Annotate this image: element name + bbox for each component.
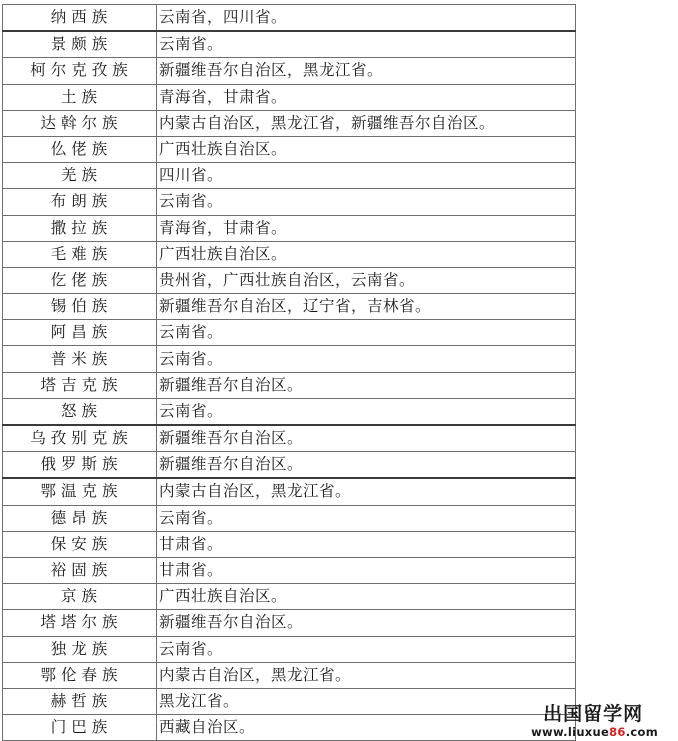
ethnic-group-name: 阿昌族 — [3, 320, 157, 346]
table-row — [3, 84, 576, 110]
distribution-region: 新疆维吾尔自治区。 — [157, 372, 576, 398]
ethnic-group-name: 德昂族 — [3, 505, 157, 531]
ethnic-group-name: 土族 — [3, 84, 157, 110]
distribution-region: 黑龙江省。 — [157, 688, 576, 714]
ethnic-group-name: 赫哲族 — [3, 688, 157, 714]
table-row — [3, 688, 576, 714]
table-row — [3, 715, 576, 741]
table-row — [3, 110, 576, 136]
watermark-url-prefix: www.liuxue — [531, 725, 610, 739]
table-row — [3, 531, 576, 557]
table-row — [3, 452, 576, 479]
distribution-region: 广西壮族自治区。 — [157, 584, 576, 610]
table-row — [3, 215, 576, 241]
distribution-region: 青海省，甘肃省。 — [157, 84, 576, 110]
ethnic-group-name: 柯尔克孜族 — [3, 58, 157, 84]
table-row — [3, 294, 576, 320]
distribution-region: 新疆维吾尔自治区。 — [157, 610, 576, 636]
ethnic-group-name: 普米族 — [3, 346, 157, 372]
ethnic-group-name: 撒拉族 — [3, 215, 157, 241]
distribution-region: 云南省。 — [157, 346, 576, 372]
table-row — [3, 505, 576, 531]
table-row — [3, 398, 576, 425]
table-row — [3, 372, 576, 398]
table-row — [3, 584, 576, 610]
table-row — [3, 478, 576, 505]
distribution-region: 贵州省，广西壮族自治区，云南省。 — [157, 267, 576, 293]
distribution-region: 新疆维吾尔自治区，辽宁省，吉林省。 — [157, 294, 576, 320]
ethnic-group-name: 独龙族 — [3, 636, 157, 662]
table-row — [3, 189, 576, 215]
ethnic-group-name: 门巴族 — [3, 715, 157, 741]
table-row — [3, 346, 576, 372]
distribution-region: 四川省。 — [157, 163, 576, 189]
table-row — [3, 557, 576, 583]
table-row — [3, 662, 576, 688]
distribution-region: 甘肃省。 — [157, 557, 576, 583]
distribution-region: 云南省。 — [157, 320, 576, 346]
ethnic-group-name: 仡佬族 — [3, 267, 157, 293]
ethnic-group-name: 塔塔尔族 — [3, 610, 157, 636]
distribution-region: 云南省。 — [157, 636, 576, 662]
distribution-region: 广西壮族自治区。 — [157, 136, 576, 162]
ethnic-regions-table — [2, 4, 576, 741]
distribution-region: 新疆维吾尔自治区。 — [157, 452, 576, 479]
table-row — [3, 267, 576, 293]
distribution-region: 广西壮族自治区。 — [157, 241, 576, 267]
distribution-region: 内蒙古自治区，黑龙江省。 — [157, 662, 576, 688]
watermark-title: 出国留学网 — [543, 703, 644, 725]
ethnic-group-name: 仫佬族 — [3, 136, 157, 162]
ethnic-group-name: 鄂温克族 — [3, 478, 157, 505]
distribution-region: 甘肃省。 — [157, 531, 576, 557]
table-row — [3, 5, 576, 32]
table-row — [3, 320, 576, 346]
ethnic-group-name: 景颇族 — [3, 31, 157, 58]
table-row — [3, 425, 576, 452]
distribution-region: 云南省。 — [157, 189, 576, 215]
table-row — [3, 163, 576, 189]
distribution-region: 新疆维吾尔自治区。 — [157, 425, 576, 452]
ethnic-group-name: 达斡尔族 — [3, 110, 157, 136]
distribution-region: 内蒙古自治区，黑龙江省，新疆维吾尔自治区。 — [157, 110, 576, 136]
ethnic-group-name: 裕固族 — [3, 557, 157, 583]
site-watermark — [531, 703, 658, 739]
ethnic-group-name: 俄罗斯族 — [3, 452, 157, 479]
ethnic-group-name: 纳西族 — [3, 5, 157, 32]
distribution-region: 云南省。 — [157, 398, 576, 425]
ethnic-group-name: 京族 — [3, 584, 157, 610]
ethnic-group-name: 乌孜别克族 — [3, 425, 157, 452]
distribution-region: 云南省，四川省。 — [157, 5, 576, 32]
table-row — [3, 58, 576, 84]
table-row — [3, 31, 576, 58]
distribution-region: 新疆维吾尔自治区，黑龙江省。 — [157, 58, 576, 84]
table-body — [3, 5, 576, 741]
distribution-region: 青海省，甘肃省。 — [157, 215, 576, 241]
watermark-url — [531, 725, 658, 739]
ethnic-group-name: 羌族 — [3, 163, 157, 189]
table-row — [3, 610, 576, 636]
table-row — [3, 241, 576, 267]
ethnic-group-name: 鄂伦春族 — [3, 662, 157, 688]
table-row — [3, 136, 576, 162]
ethnic-group-name: 毛难族 — [3, 241, 157, 267]
table-row — [3, 636, 576, 662]
ethnic-group-name: 布朗族 — [3, 189, 157, 215]
ethnic-group-name: 怒族 — [3, 398, 157, 425]
ethnic-group-name: 保安族 — [3, 531, 157, 557]
distribution-region: 云南省。 — [157, 31, 576, 58]
watermark-url-suffix: .com — [625, 725, 658, 739]
distribution-region: 西藏自治区。 — [157, 715, 576, 741]
ethnic-group-name: 塔吉克族 — [3, 372, 157, 398]
distribution-region: 内蒙古自治区，黑龙江省。 — [157, 478, 576, 505]
watermark-url-highlight: 86 — [609, 725, 626, 739]
ethnic-group-name: 锡伯族 — [3, 294, 157, 320]
distribution-region: 云南省。 — [157, 505, 576, 531]
